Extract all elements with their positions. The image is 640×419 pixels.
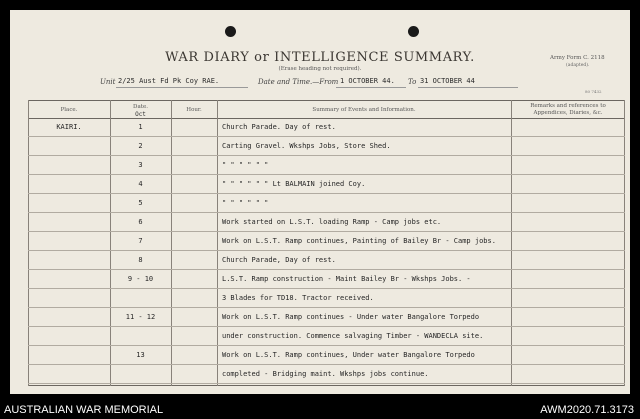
row-date: 7 bbox=[138, 237, 143, 245]
row-rule bbox=[28, 307, 625, 308]
row-rule bbox=[28, 212, 625, 213]
row-summary: " " " " " " Lt BALMAIN joined Coy. bbox=[222, 180, 366, 188]
column-rule bbox=[624, 100, 625, 386]
row-rule bbox=[28, 288, 625, 289]
document-subtitle: (Erase heading not required). bbox=[278, 66, 362, 72]
row-rule bbox=[28, 174, 625, 175]
column-rule bbox=[171, 100, 172, 386]
column-rule bbox=[217, 100, 218, 386]
row-summary: Work on L.S.T. Ramp continues, Under water Bangalore Torpedo bbox=[222, 351, 475, 359]
unit-value: 2/25 Aust Fd Pk Coy RAE. bbox=[118, 77, 220, 85]
row-date: 13 bbox=[136, 351, 145, 359]
punch-hole bbox=[408, 26, 419, 37]
row-date: 3 bbox=[138, 161, 143, 169]
underline bbox=[116, 87, 248, 88]
unit-line bbox=[100, 77, 520, 89]
form-number: Army Form C. 2118 bbox=[550, 55, 605, 61]
row-rule bbox=[28, 383, 625, 384]
underline bbox=[336, 87, 406, 88]
row-summary: L.S.T. Ramp construction - Maint Bailey Br - Wkshps Jobs. - bbox=[222, 275, 471, 283]
header-date: Date. bbox=[133, 104, 148, 110]
row-summary: " " " " " " bbox=[222, 199, 269, 207]
form-code: 80 7432 bbox=[585, 89, 602, 94]
document-title: WAR DIARY or INTELLIGENCE SUMMARY. bbox=[165, 50, 475, 65]
row-date: 1 bbox=[138, 123, 143, 131]
row-rule bbox=[28, 364, 625, 365]
row-date: 11 - 12 bbox=[125, 313, 156, 321]
date-from: 1 OCTOBER 44. bbox=[340, 77, 395, 85]
row-rule bbox=[28, 326, 625, 327]
footer-accession: AWM2020.71.3173 bbox=[540, 404, 634, 416]
row-rule bbox=[28, 269, 625, 270]
row-summary: Work on L.S.T. Ramp continues, Painting of Bailey Br - Camp jobs. bbox=[222, 237, 496, 245]
diary-table bbox=[28, 100, 625, 386]
row-date: 6 bbox=[138, 218, 143, 226]
row-summary: Church Parade. Day of rest. bbox=[222, 123, 336, 131]
row-summary: Work on L.S.T. Ramp continues - Under water Bangalore Torpedo bbox=[222, 313, 480, 321]
header-hour: Hour. bbox=[186, 107, 202, 113]
row-place: KAIRI. bbox=[56, 123, 82, 131]
row-summary: under construction. Commence salvaging Timber - WANDECLA site. bbox=[222, 332, 484, 340]
row-summary: Church Parade, Day of rest. bbox=[222, 256, 336, 264]
row-summary: Work started on L.S.T. loading Ramp - Camp jobs etc. bbox=[222, 218, 442, 226]
diary-sheet bbox=[10, 10, 630, 394]
row-rule bbox=[28, 193, 625, 194]
row-summary: 3 Blades for TD18. Tractor received. bbox=[222, 294, 374, 302]
row-rule bbox=[28, 345, 625, 346]
rule bbox=[28, 100, 625, 101]
header-remarks: Remarks and references to Appendices, Diaries, &c. bbox=[530, 103, 606, 116]
row-rule bbox=[28, 136, 625, 137]
underline bbox=[418, 87, 518, 88]
date-to: 31 OCTOBER 44 bbox=[420, 77, 475, 85]
row-rule bbox=[28, 155, 625, 156]
row-date: 8 bbox=[138, 256, 143, 264]
row-summary: Carting Gravel. Wkshps Jobs, Store Shed. bbox=[222, 142, 391, 150]
row-date: 4 bbox=[138, 180, 143, 188]
header-place: Place. bbox=[60, 107, 78, 113]
header-summary: Summary of Events and Information. bbox=[312, 107, 416, 113]
row-date: 5 bbox=[138, 199, 143, 207]
row-summary: completed - Bridging maint. Wkshps jobs continue. bbox=[222, 370, 429, 378]
header-date-month: Oct bbox=[135, 111, 146, 118]
footer-credit: AUSTRALIAN WAR MEMORIAL bbox=[4, 404, 164, 416]
form-adapted: (adapted). bbox=[566, 63, 590, 68]
date-to-label: To bbox=[408, 78, 417, 86]
unit-label: Unit bbox=[100, 78, 116, 86]
date-label: Date and Time.—From bbox=[258, 78, 339, 86]
punch-hole bbox=[225, 26, 236, 37]
row-date: 2 bbox=[138, 142, 143, 150]
row-date: 9 - 10 bbox=[127, 275, 154, 283]
rule bbox=[28, 118, 625, 119]
row-summary: " " " " " " bbox=[222, 161, 269, 169]
row-rule bbox=[28, 231, 625, 232]
row-rule bbox=[28, 250, 625, 251]
column-rule bbox=[28, 100, 29, 386]
rule bbox=[28, 385, 625, 386]
